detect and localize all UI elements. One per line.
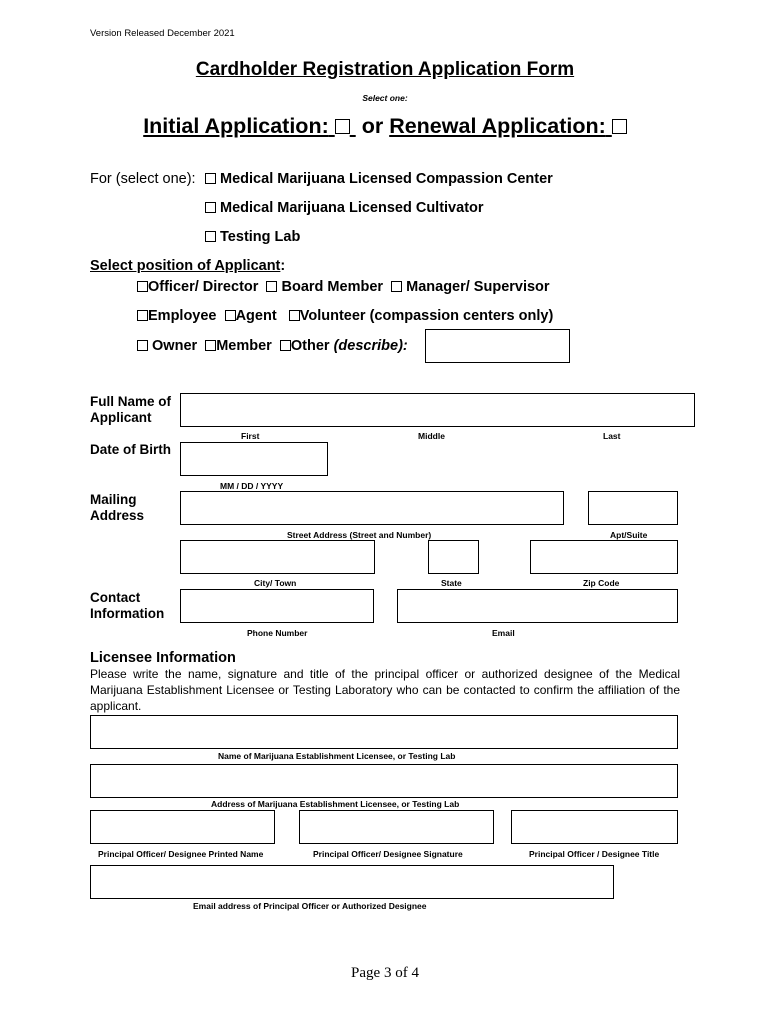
middle-name-caption: Middle bbox=[418, 431, 445, 441]
designee-printed-name-input[interactable] bbox=[90, 810, 275, 844]
manager-supervisor-option[interactable]: Manager/ Supervisor bbox=[387, 279, 550, 295]
city-input[interactable] bbox=[180, 540, 375, 574]
designee-signature-caption: Principal Officer/ Designee Signature bbox=[313, 849, 463, 859]
email-caption: Email bbox=[492, 628, 515, 638]
position-row-3 bbox=[137, 338, 408, 354]
dob-input[interactable] bbox=[180, 442, 328, 476]
designee-title-caption: Principal Officer / Designee Title bbox=[529, 849, 660, 859]
zip-code-input[interactable] bbox=[530, 540, 678, 574]
option-testing-lab[interactable]: Testing Lab bbox=[205, 229, 300, 245]
form-title: Cardholder Registration Application Form bbox=[195, 59, 575, 80]
mailing-address-label: Mailing Address bbox=[90, 492, 145, 523]
first-name-caption: First bbox=[241, 431, 260, 441]
other-describe-input[interactable] bbox=[425, 329, 570, 363]
option-cultivator[interactable]: Medical Marijuana Licensed Cultivator bbox=[205, 200, 484, 216]
position-row-1 bbox=[137, 279, 550, 295]
checkbox[interactable] bbox=[391, 281, 402, 292]
owner-option[interactable]: Owner bbox=[137, 338, 197, 354]
version-text: Version Released December 2021 bbox=[90, 28, 235, 39]
designee-email-caption: Email address of Principal Officer or Authorized Designee bbox=[193, 901, 427, 911]
agent-option[interactable]: Agent bbox=[221, 308, 277, 324]
street-address-caption: Street Address (Street and Number) bbox=[287, 530, 432, 540]
last-name-caption: Last bbox=[603, 431, 621, 441]
checkbox[interactable] bbox=[137, 281, 148, 292]
licensee-name-caption: Name of Marijuana Establishment Licensee, or Testing Lab bbox=[218, 751, 456, 761]
employee-option[interactable]: Employee bbox=[137, 308, 217, 324]
checkbox[interactable] bbox=[137, 310, 148, 321]
zip-code-caption: Zip Code bbox=[583, 578, 620, 588]
designee-printed-name-caption: Principal Officer/ Designee Printed Name bbox=[98, 849, 264, 859]
member-option[interactable]: Member bbox=[201, 338, 272, 354]
initial-application-label: Initial Application: bbox=[143, 114, 356, 138]
dob-label: Date of Birth bbox=[90, 442, 171, 457]
licensee-name-input[interactable] bbox=[90, 715, 678, 749]
initial-application-checkbox[interactable] bbox=[335, 119, 350, 134]
application-type-row bbox=[0, 114, 770, 139]
street-address-input[interactable] bbox=[180, 491, 564, 525]
volunteer-option[interactable]: Volunteer (compassion centers only) bbox=[281, 308, 554, 324]
city-caption: City/ Town bbox=[254, 578, 297, 588]
licensee-address-input[interactable] bbox=[90, 764, 678, 798]
position-heading: Select position of Applicant: bbox=[90, 258, 286, 274]
checkbox[interactable] bbox=[137, 340, 148, 351]
designee-title-input[interactable] bbox=[511, 810, 678, 844]
email-input[interactable] bbox=[397, 589, 678, 623]
checkbox[interactable] bbox=[280, 340, 291, 351]
compassion-center-checkbox[interactable] bbox=[205, 173, 216, 184]
apt-suite-caption: Apt/Suite bbox=[610, 530, 648, 540]
state-caption: State bbox=[441, 578, 462, 588]
full-name-label: Full Name of Applicant bbox=[90, 394, 172, 425]
officer-director-option[interactable]: Officer/ Director bbox=[137, 279, 258, 295]
checkbox[interactable] bbox=[266, 281, 277, 292]
designee-signature-input[interactable] bbox=[299, 810, 494, 844]
board-member-option[interactable]: Board Member bbox=[262, 279, 383, 295]
for-select-prefix: For (select one): bbox=[90, 171, 196, 187]
renewal-application-checkbox[interactable] bbox=[612, 119, 627, 134]
checkbox[interactable] bbox=[289, 310, 300, 321]
renewal-application-label: Renewal Application: bbox=[389, 114, 627, 138]
cultivator-checkbox[interactable] bbox=[205, 202, 216, 213]
position-row-2 bbox=[137, 308, 553, 324]
checkbox[interactable] bbox=[225, 310, 236, 321]
full-name-input[interactable] bbox=[180, 393, 695, 427]
contact-information-label: Contact Information bbox=[90, 590, 165, 621]
state-input[interactable] bbox=[428, 540, 479, 574]
other-option[interactable]: Other (describe): bbox=[276, 338, 408, 354]
select-one-hint: Select one: bbox=[362, 93, 408, 103]
licensee-heading: Licensee Information bbox=[90, 650, 236, 666]
designee-email-input[interactable] bbox=[90, 865, 614, 899]
page-number: Page 3 of 4 bbox=[351, 965, 419, 981]
checkbox[interactable] bbox=[205, 340, 216, 351]
option-compassion-center[interactable]: Medical Marijuana Licensed Compassion Center bbox=[205, 171, 553, 187]
apt-suite-input[interactable] bbox=[588, 491, 678, 525]
licensee-address-caption: Address of Marijuana Establishment Licensee, or Testing Lab bbox=[211, 799, 460, 809]
phone-number-input[interactable] bbox=[180, 589, 374, 623]
testing-lab-checkbox[interactable] bbox=[205, 231, 216, 242]
licensee-description: Please write the name, signature and title of the principal officer or authorized designee of the Medical Marijuana Establishment Licensee or Testing Laboratory who can be contacted to confirm the affiliation of the applicant. bbox=[90, 667, 680, 713]
dob-format-caption: MM / DD / YYYY bbox=[220, 481, 284, 491]
or-text: or bbox=[361, 114, 384, 138]
phone-number-caption: Phone Number bbox=[247, 628, 308, 638]
